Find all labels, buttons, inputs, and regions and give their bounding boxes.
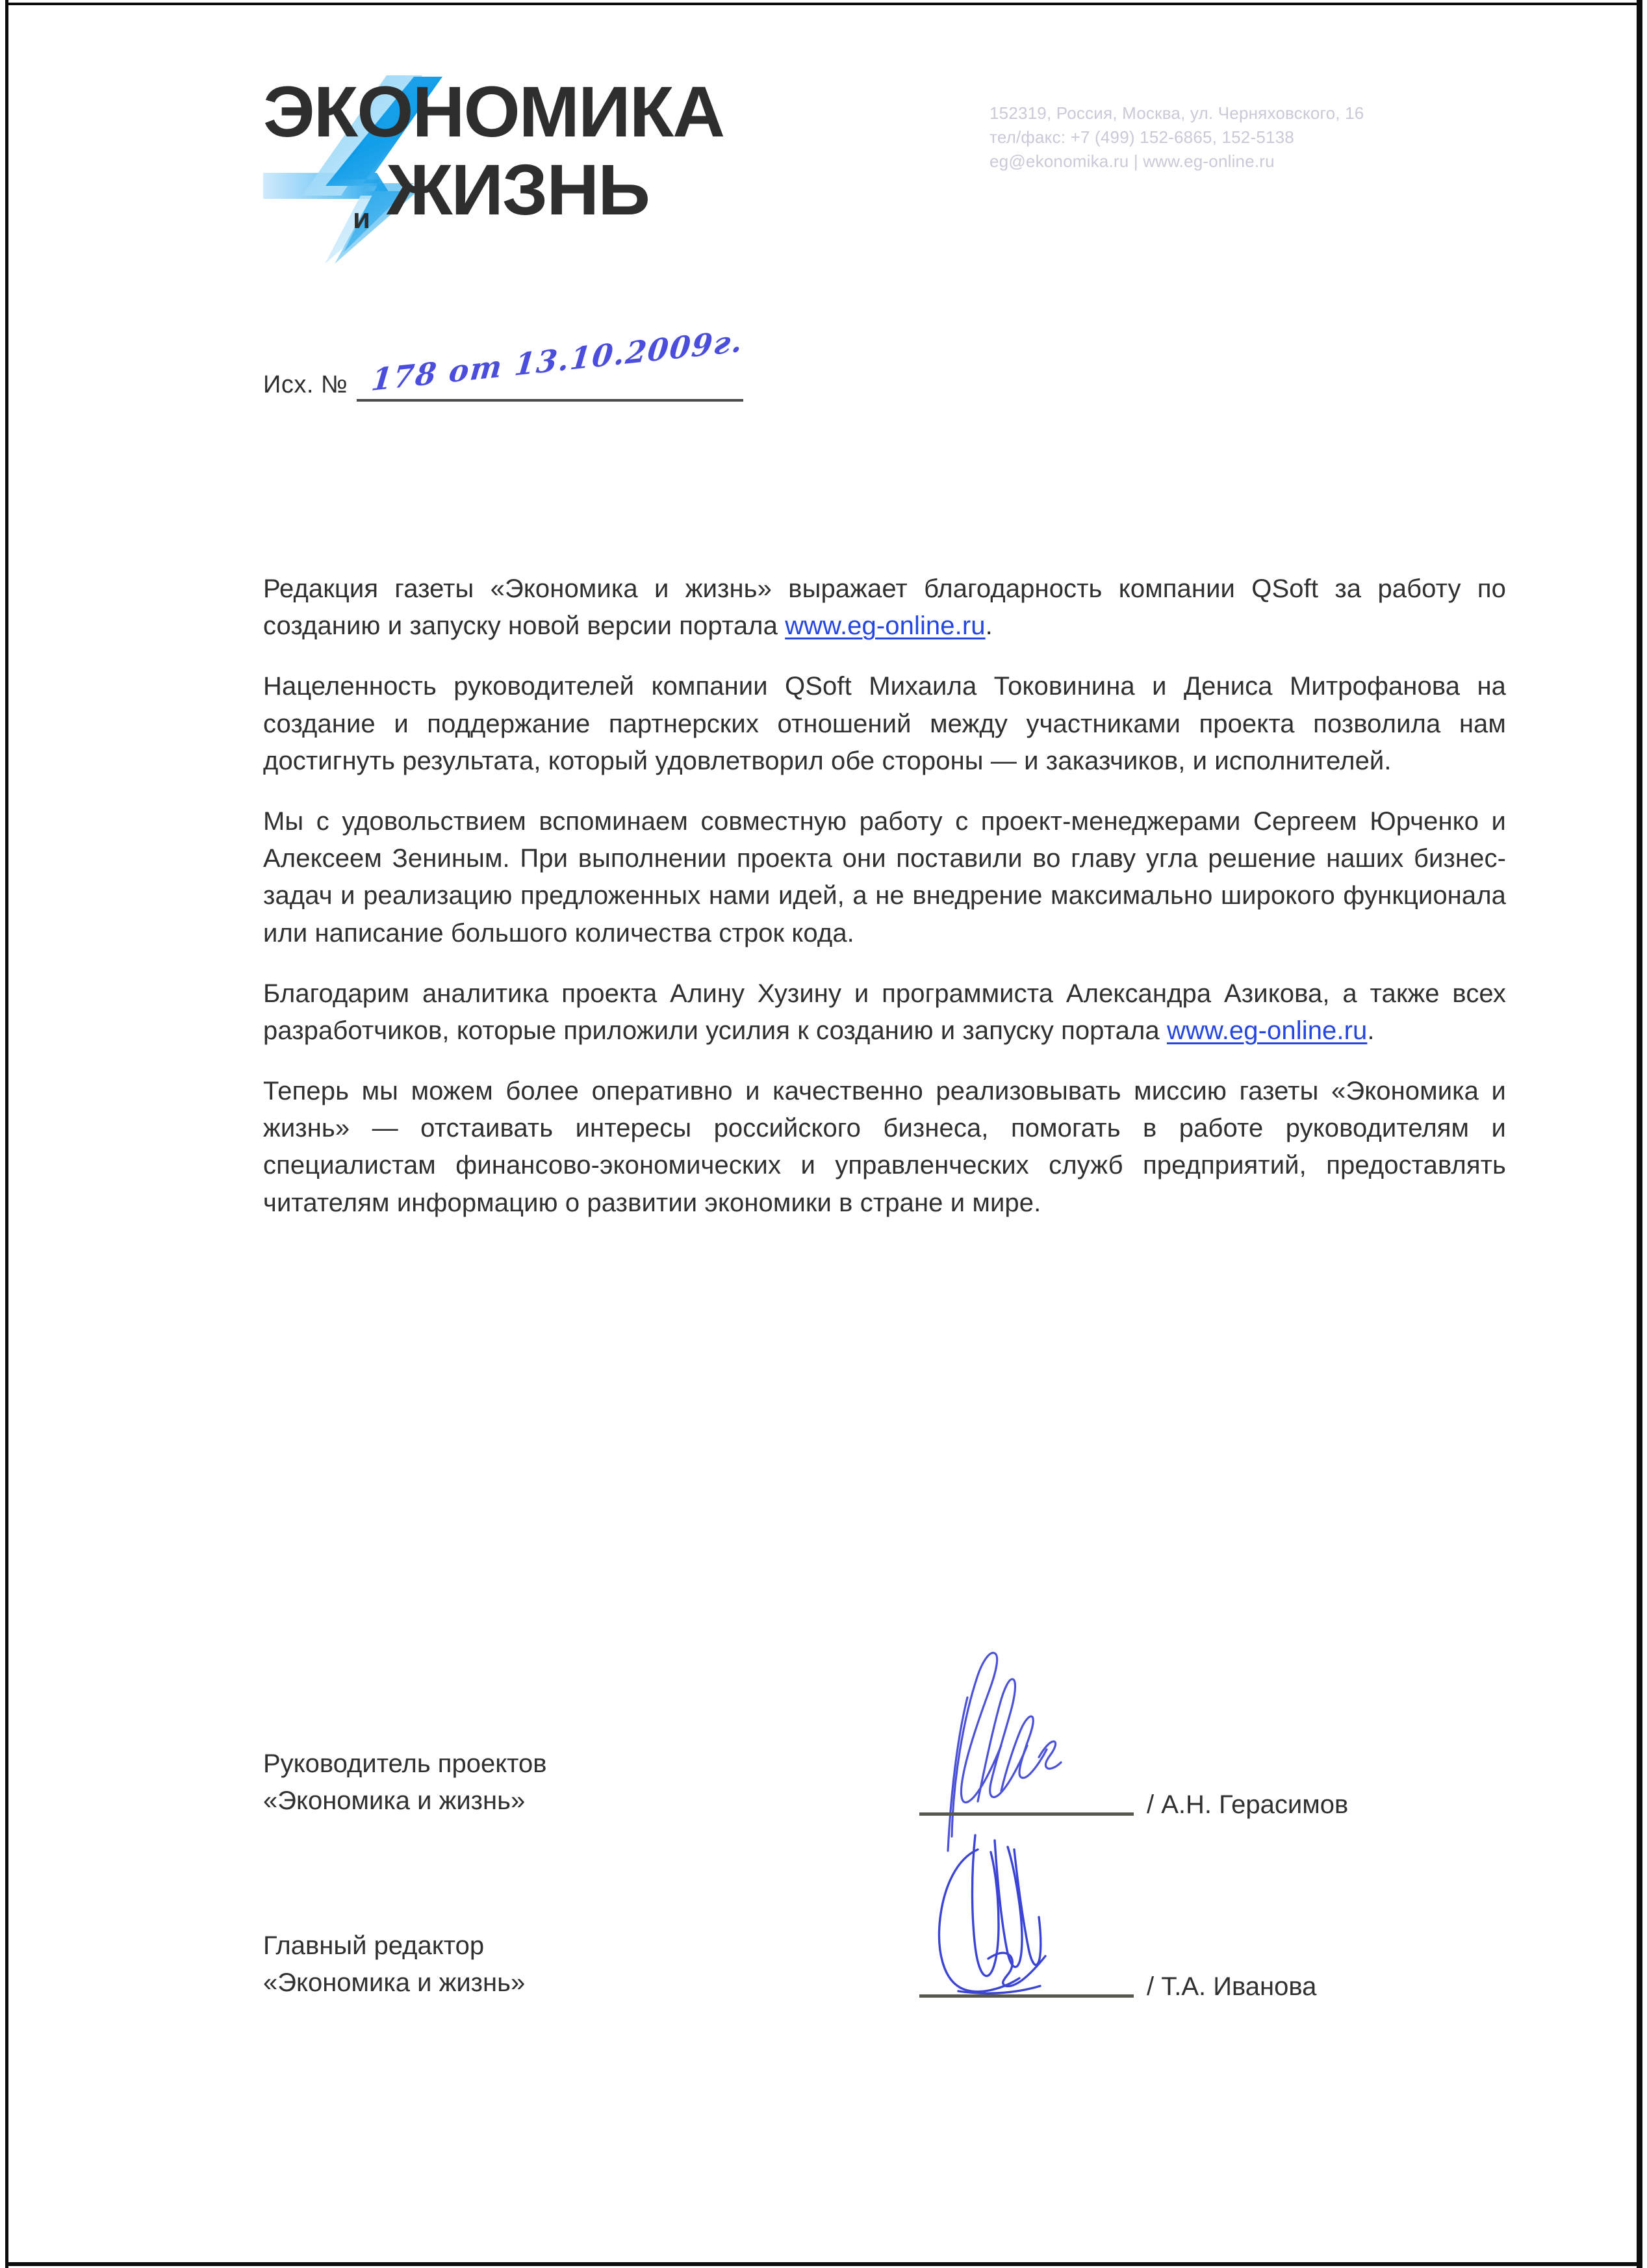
outgoing-reference	[263, 322, 746, 402]
eg-online-link-1[interactable]: www.eg-online.ru	[785, 612, 986, 641]
paragraph-analyst-text-after: .	[1367, 1016, 1375, 1045]
letterhead	[8, 5, 1637, 285]
contact-block	[989, 101, 1529, 174]
contact-email-site: eg@ekonomika.ru | www.eg-online.ru	[989, 151, 1275, 171]
paragraph-analyst-text-before: Благодарим аналитика проекта Алину Хузину и программиста Александра Азикова, а также всех разработчиков, которые приложили усилия к созданию и запуску портала	[263, 979, 1506, 1045]
signature-rule-project-director	[919, 1812, 1134, 1816]
signature-title-editor-in-chief	[263, 1927, 525, 2002]
paragraph-managers: Мы с удовольствием вспоминаем совместную работу с проект-менеджерами Сергеем Юрченко и Алексеем Зениным. При выполнении проекта они поставили во главу угла решение наших бизнес-задач и реализацию предложенных нами идей, а не внедрение максимально широкого функционала или написание большого количества строк кода.	[263, 806, 1506, 947]
reference-underline	[357, 322, 746, 402]
contact-address: 152319, Россия, Москва, ул. Черняховского, 16	[989, 103, 1364, 123]
signature-area-project-director	[919, 1746, 1504, 1830]
signatory-name-ivanova: / Т.А. Иванова	[1147, 1972, 1317, 2001]
reference-handwritten-value: 178 от 13.10.2009г.	[370, 322, 746, 398]
letter-page	[8, 5, 1637, 2262]
paragraph-analyst	[263, 975, 1506, 1050]
signature-block	[263, 1721, 1506, 2046]
reference-label: Исх. №	[263, 371, 348, 398]
paragraph-leaders: Нацеленность руководителей компании QSoft Михаила Токовинина и Дениса Митрофанова на создание и поддержание партнерских отношений между участниками проекта позволила нам достигнуть результата, который удовлетворил обе стороны — и заказчиков, и исполнителей.	[263, 672, 1506, 775]
eg-online-link-2[interactable]: www.eg-online.ru	[1166, 1016, 1368, 1045]
letter-body	[263, 571, 1506, 1222]
logo-line-life: ЖИЗНЬ	[387, 150, 649, 230]
signature-row-project-director	[263, 1721, 1506, 1864]
logo-conjunction: и	[353, 203, 371, 235]
signature-area-editor-in-chief	[919, 1927, 1504, 2012]
company-logo	[263, 72, 789, 264]
signatory-name-gerasimov: / А.Н. Герасимов	[1147, 1790, 1349, 1819]
signature-row-editor-in-chief	[263, 1903, 1506, 2046]
contact-phone: тел/факс: +7 (499) 152-6865, 152-5138	[989, 127, 1294, 147]
paragraph-thanks	[263, 571, 1506, 645]
paragraph-mission: Теперь мы можем более оперативно и качественно реализовывать миссию газеты «Экономика и жизнь» — отстаивать интересы российского бизнеса, помогать в работе руководителям и специалистам финансово-экономических и управленческих служб предприятий, предоставлять читателям информацию о развитии экономики в стране и мире.	[263, 1077, 1506, 1217]
signature-title-line-2: «Экономика и жизнь»	[263, 1786, 526, 1815]
scan-border-bottom	[5, 2262, 1642, 2266]
signature-title-line-1: Главный редактор	[263, 1931, 485, 1960]
signature-title-project-director	[263, 1746, 547, 1820]
logo-wordmark	[263, 72, 789, 264]
signature-title-line-2: «Экономика и жизнь»	[263, 1968, 526, 1997]
signature-rule-editor-in-chief	[919, 1994, 1134, 1998]
logo-line-economics: ЭКОНОМИКА	[263, 72, 724, 152]
scan-border-right	[1637, 0, 1642, 2268]
signature-title-line-1: Руководитель проектов	[263, 1749, 547, 1778]
paragraph-thanks-text-after: .	[985, 612, 993, 641]
paragraph-thanks-text-before: Редакция газеты «Экономика и жизнь» выражает благодарность компании QSoft за работу по созданию и запуску новой версии портала	[263, 574, 1506, 641]
handwritten-signature-gerasimov	[880, 1642, 1192, 1856]
